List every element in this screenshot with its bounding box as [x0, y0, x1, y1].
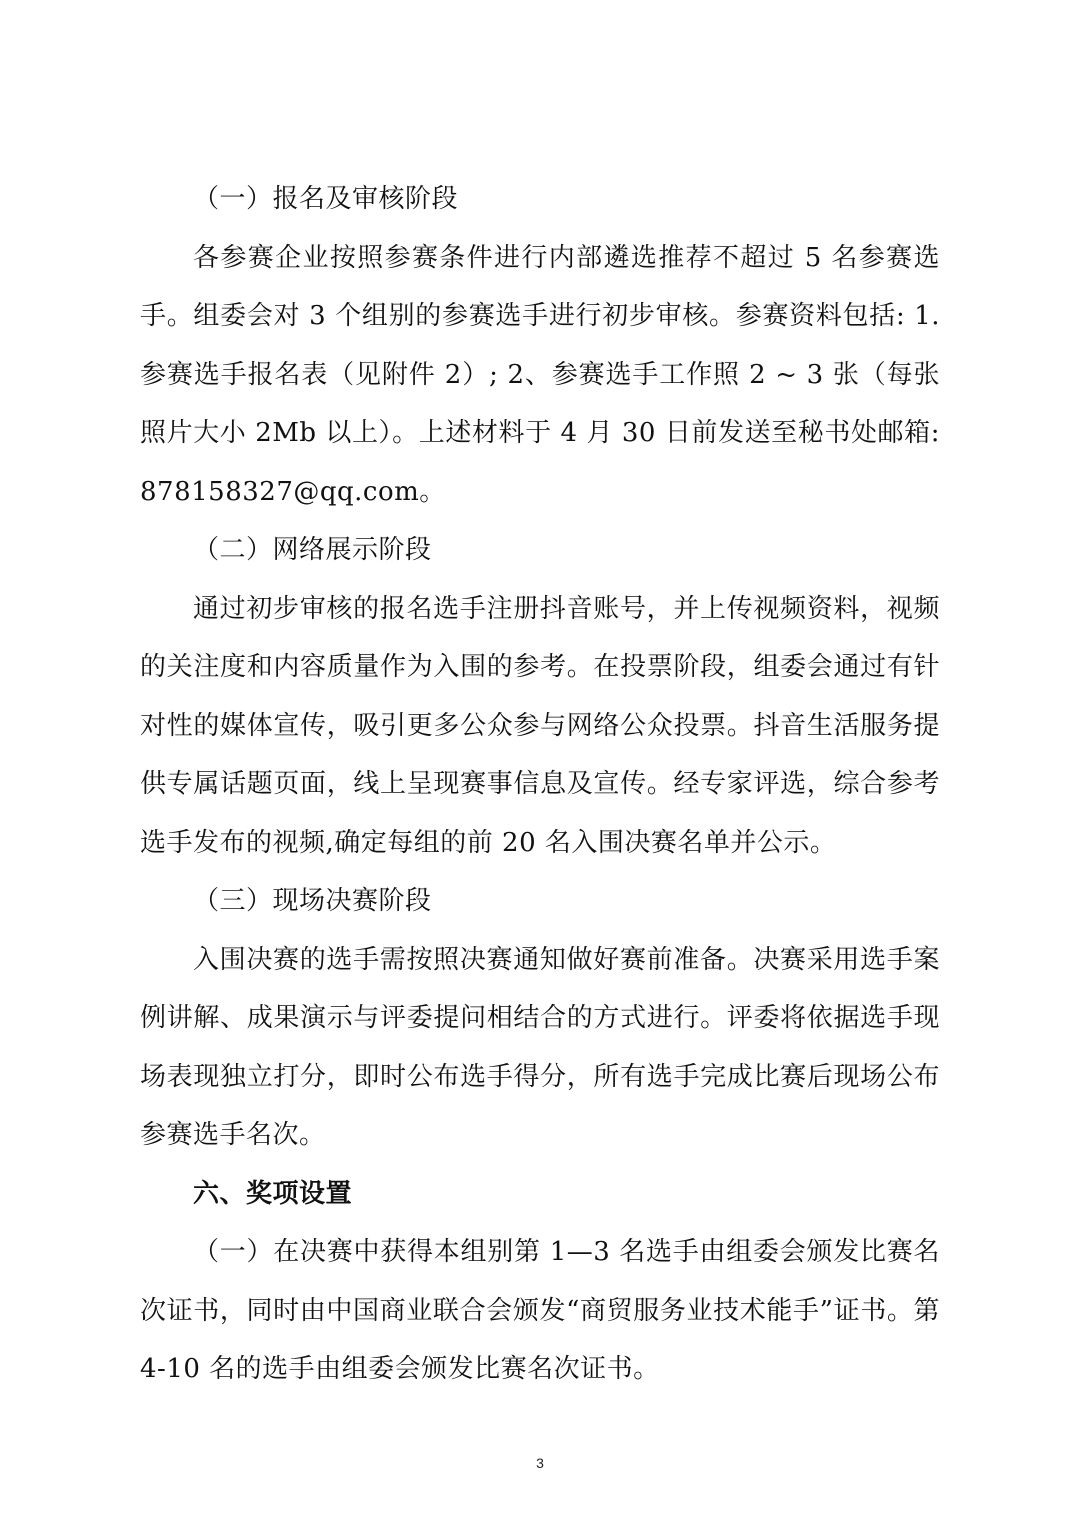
document-body [140, 170, 940, 1399]
subsection-heading-online-display: （二）网络展示阶段 [193, 535, 432, 565]
paragraph-registration-details: 各参赛企业按照参赛条件进行内部遴选推荐不超过 5 名参赛选手。组委会对 3 个组别的参赛选手进行初步审核。参赛资料包括: 1.参赛选手报名表（见附件 2）; 2、参赛选手工作照 2 ~ 3 张（每张照片大小 2Mb 以上）。上述材料于 4 月 30 日前发送至秘书处邮箱: 878158327@qq.com。 [140, 242, 940, 507]
paragraph-awards-details: （一）在决赛中获得本组别第 1—3 名选手由组委会颁发比赛名次证书，同时由中国商业联合会颁发“商贸服务业技术能手”证书。第 4-10 名的选手由组委会颁发比赛名次证书。 [140, 1237, 940, 1384]
subsection-heading-final: （三）现场决赛阶段 [193, 886, 432, 916]
paragraph-online-display-details: 通过初步审核的报名选手注册抖音账号，并上传视频资料，视频的关注度和内容质量作为入围的参考。在投票阶段，组委会通过有针对性的媒体宣传，吸引更多公众参与网络公众投票。抖音生活服务提供专属话题页面，线上呈现赛事信息及宣传。经专家评选，综合参考选手发布的视频,确定每组的前 20 名入围决赛名单并公示。 [140, 593, 940, 858]
page-number: 3 [536, 1455, 544, 1471]
section-heading-awards: 六、奖项设置 [193, 1178, 353, 1209]
subsection-heading-registration: （一）报名及审核阶段 [193, 184, 459, 214]
paragraph-final-details: 入围决赛的选手需按照决赛通知做好赛前准备。决赛采用选手案例讲解、成果演示与评委提问相结合的方式进行。评委将依据选手现场表现独立打分，即时公布选手得分，所有选手完成比赛后现场公布参赛选手名次。 [140, 944, 940, 1150]
